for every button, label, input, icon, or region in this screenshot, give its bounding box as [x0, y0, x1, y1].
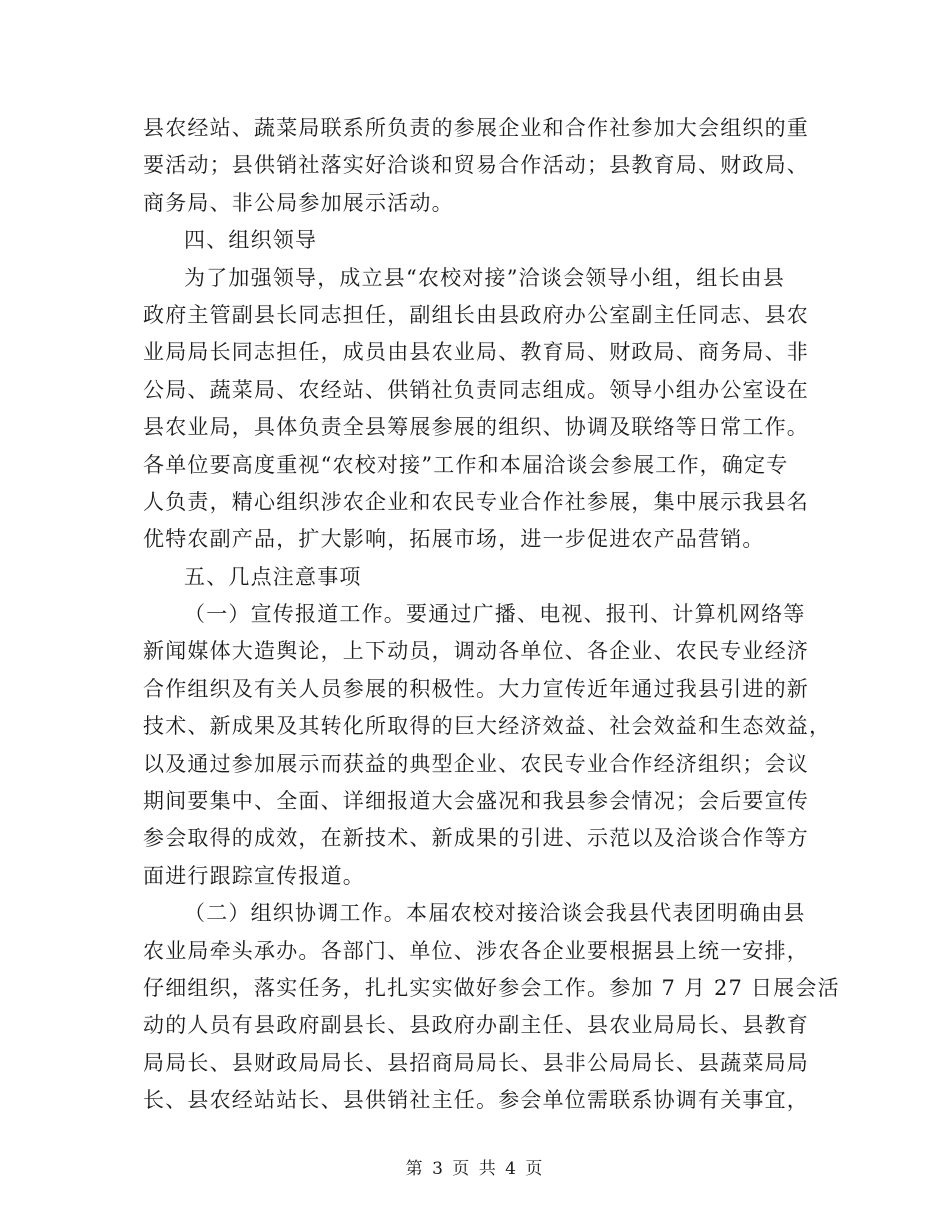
- text-line: 参会取得的成效，在新技术、新成果的引进、示范以及洽谈合作等方: [143, 826, 809, 851]
- paragraph-first-line: （一）宣传报道工作。要通过广播、电视、报刊、计算机网络等: [184, 602, 806, 627]
- text-line: 仔细组织，落实任务，扎扎实实做好参会工作。参加 7 月 27 日展会活: [143, 975, 840, 1000]
- text-line: 技术、新成果及其转化所取得的巨大经济效益、社会效益和生态效益，: [143, 714, 832, 739]
- text-line: 业局局长同志担任，成员由县农业局、教育局、财政局、商务局、非: [143, 340, 809, 365]
- text-line: 县农经站、蔬菜局联系所负责的参展企业和合作社参加大会组织的重: [143, 116, 809, 140]
- document-body: [143, 110, 840, 1120]
- text-line: 局局长、县财政局局长、县招商局局长、县非公局局长、县蔬菜局局: [143, 1050, 809, 1075]
- paragraph-first-line: 为了加强领导，成立县“农校对接”洽谈会领导小组，组长由县: [184, 265, 786, 290]
- text-line: 各单位要高度重视“农校对接”工作和本届洽谈会参展工作，确定专: [143, 452, 789, 477]
- text-line: 长、县农经站站长、县供销社主任。参会单位需联系协调有关事宜，: [143, 1088, 809, 1113]
- text-line: 新闻媒体大造舆论，上下动员，调动各单位、各企业、农民专业经济: [143, 639, 809, 664]
- text-line: 政府主管副县长同志担任，副组长由县政府办公室副主任同志、县农: [143, 302, 809, 327]
- text-line: 公局、蔬菜局、农经站、供销社负责同志组成。领导小组办公室设在: [143, 377, 809, 402]
- text-line: 要活动；县供销社落实好洽谈和贸易合作活动；县教育局、财政局、: [143, 153, 809, 178]
- text-line: 优特农副产品，扩大影响，拓展市场，进一步促进农产品营销。: [143, 527, 765, 552]
- text-line: 商务局、非公局参加展示活动。: [143, 190, 454, 215]
- text-line: 以及通过参加展示而获益的典型企业、农民专业合作经济组织；会议: [143, 751, 809, 776]
- text-line: 合作组织及有关人员参展的积极性。大力宣传近年通过我县引进的新: [143, 676, 809, 701]
- page-number: 第 3 页 共 4 页: [405, 1159, 545, 1179]
- text-line: 县农业局，具体负责全县筹展参展的组织、协调及联络等日常工作。: [143, 415, 809, 440]
- text-line: 面进行跟踪宣传报道。: [143, 863, 365, 888]
- text-line: 人负责，精心组织涉农企业和农民专业合作社参展，集中展示我县名: [143, 489, 809, 514]
- text-line: 动的人员有县政府副县长、县政府办副主任、县农业局局长、县教育: [143, 1013, 809, 1038]
- text-line: 农业局牵头承办。各部门、单位、涉农各企业要根据县上统一安排，: [143, 938, 809, 963]
- paragraph-first-line: （二）组织协调工作。本届农校对接洽谈会我县代表团明确由县: [184, 901, 806, 926]
- section-heading: 五、几点注意事项: [184, 564, 362, 589]
- section-heading: 四、组织领导: [184, 228, 318, 253]
- text-line: 期间要集中、全面、详细报道大会盛况和我县参会情况；会后要宣传: [143, 789, 809, 814]
